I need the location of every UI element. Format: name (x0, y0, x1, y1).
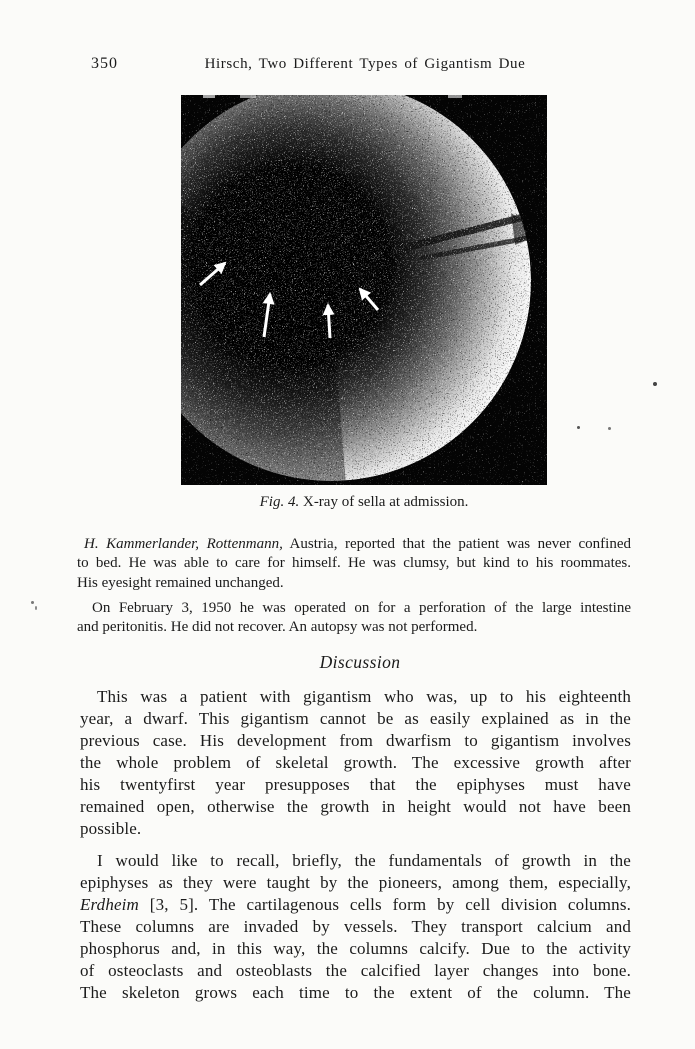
text-line (77, 535, 631, 554)
text-line: year, a dwarf. This gigantism cannot be as easily explained as in the (80, 709, 631, 728)
figure-caption-label: Fig. 4. (259, 494, 300, 510)
text-line (80, 894, 631, 916)
figure-caption (181, 494, 547, 511)
discussion-paragraph-1 (80, 686, 631, 840)
text-line: These columns are invaded by vessels. They transport calcium and (80, 917, 631, 936)
text-line: remained open, otherwise the growth in height would not have been (80, 797, 631, 816)
running-header: Hirsch, Two Different Types of Gigantism Due (204, 56, 526, 72)
discussion-paragraph-2 (80, 850, 631, 1004)
text-line: epiphyses as they were taught by the pioneers, among them, especially, (80, 873, 631, 892)
text-line-rest: [3, 5]. The cartilagenous cells form by cell division columns. (138, 895, 631, 914)
text-line: I would like to recall, briefly, the fundamentals of growth in the (97, 851, 631, 870)
text-line: to bed. He was able to care for himself. He was clumsy, but kind to his roommates. (77, 555, 631, 572)
text-line: On February 3, 1950 he was operated on for a perforation of the large intestine (92, 600, 631, 616)
scan-speck (608, 427, 611, 430)
text-line: The skeleton grows each time to the extent of the column. The (80, 983, 631, 1002)
xray-image (181, 95, 547, 485)
text-line: his twentyfirst year presupposes that the epiphyses must have (80, 775, 631, 794)
text-line: the whole problem of skeletal growth. The excessive growth after (80, 753, 631, 772)
text-line-italic: Erdheim (80, 895, 139, 914)
scan-speck (35, 606, 37, 610)
text-line: possible. (80, 819, 142, 838)
text-line: His eyesight remained unchanged. (77, 574, 284, 591)
text-line: of osteoclasts and osteoblasts the calcified layer changes into bone. (80, 961, 631, 980)
text-line-italic: H. Kammerlander, Rottenmann, (84, 536, 283, 552)
scan-speck (577, 426, 580, 429)
case-report-paragraph-1 (77, 535, 631, 593)
discussion-heading: Discussion (319, 652, 401, 672)
text-line-rest: Austria, reported that the patient was never confined (282, 536, 631, 552)
scan-speck (653, 382, 657, 386)
scan-speck (31, 601, 34, 604)
text-line: phosphorus and, in this way, the columns calcify. Due to the activity (80, 939, 631, 958)
arrow-icon (328, 305, 330, 338)
xray-figure (181, 95, 547, 485)
figure-caption-text: X-ray of sella at admission. (299, 494, 469, 510)
text-line: This was a patient with gigantism who was, up to his eighteenth (97, 687, 631, 706)
page-number: 350 (91, 55, 118, 72)
text-line: and peritonitis. He did not recover. An autopsy was not performed. (77, 619, 478, 636)
case-report-paragraph-2 (77, 599, 631, 638)
text-line: previous case. His development from dwarfism to gigantism involves (80, 731, 631, 750)
